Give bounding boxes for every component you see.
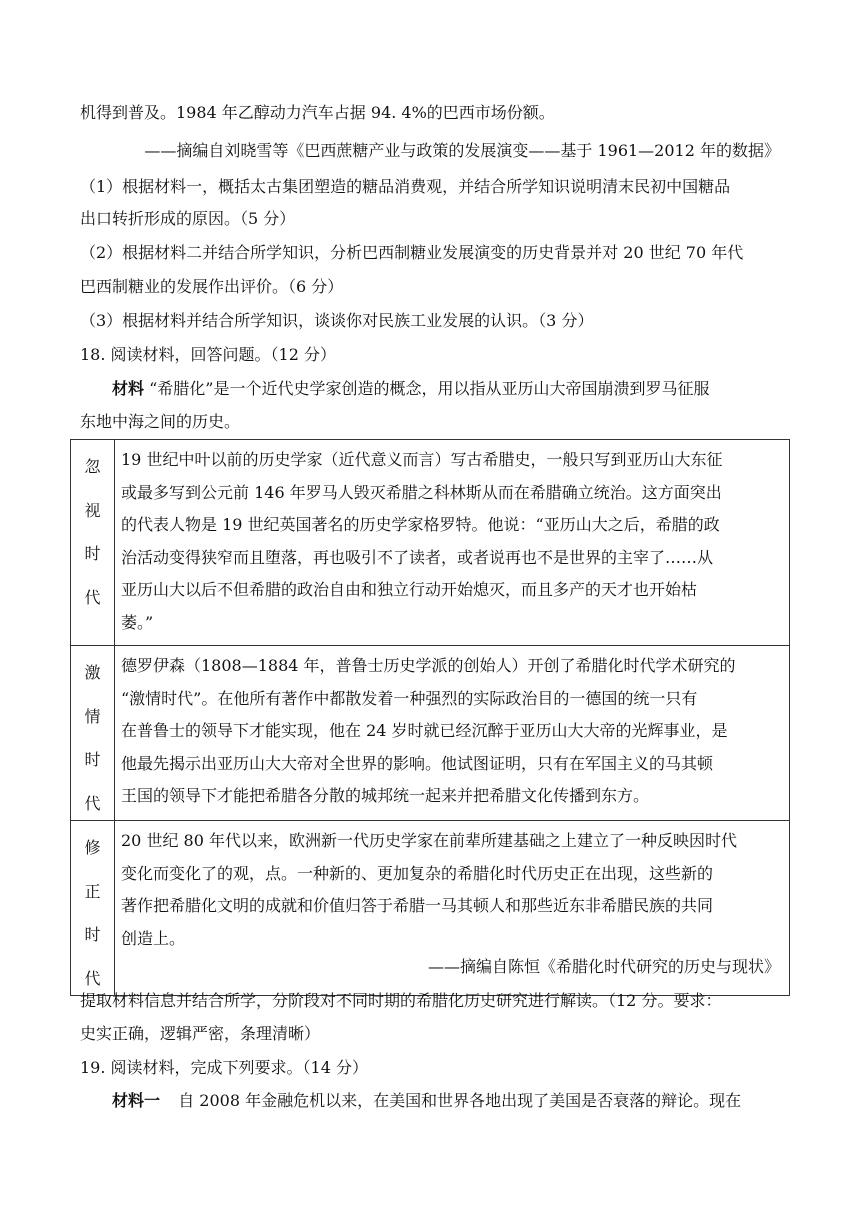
question-2-cont: 巴西制糖业的发展作出评价。（6 分） (80, 277, 344, 296)
row-label: 激 情 时 代 (71, 646, 115, 821)
row-text: 德罗伊森（1808—1884 年，普鲁士历史学派的创始人）开创了希腊化时代学术研究的 “激情时代”。在他所有著作中都散发着一种强烈的实际政治目的一德国的统一只有 在普鲁士的领导下才能实现，他在 24 岁时就已经沉醉于亚历山大大帝的光辉事业，是 他最先揭示出亚历山大大帝对全世界的影响。他试图证明，只有在军国主义的马其顿 王国的领导下才能把希腊各分散的城邦统一起来并把希腊文化传播到东方。 (115, 646, 790, 821)
material-text: 自 2008 年金融危机以来，在美国和世界各地出现了美国是否衰落的辩论。现在 (178, 1091, 742, 1110)
row-text: 19 世纪中叶以前的历史学家（近代意义而言）写古希腊史，一般只写到亚历山大东征 或最多写到公元前 146 年罗马人毁灭希腊之科林斯从而在希腊确立统治。这方面突出 的代表人物是 19 世纪英国著名的历史学家格罗特。他说：“亚历山大之后，希腊的政 治活动变得狭窄而且堕落，再也吸引不了读者，或者说再也不是世界的主宰了……从 亚历山大以后不但希腊的政治自由和独立行动开始熄灭，而且多产的天才也开始枯 萎。” (115, 440, 790, 646)
row-text: 20 世纪 80 年代以来，欧洲新一代历史学家在前辈所建基础之上建立了一种反映因时代 变化而变化了的观，点。一种新的、更加复杂的希腊化时代历史正在出现，这些新的 著作把希腊化文明的成就和价值归答于希腊一马其顿人和那些近东非希腊民族的共同 创造上。 (115, 821, 790, 996)
question-3: （3）根据材料并结合所学知识，谈谈你对民族工业发展的认识。（3 分） (80, 311, 594, 330)
material-text: “希腊化”是一个近代史学家创造的概念，用以指从亚历山大帝国崩溃到罗马征服 (149, 379, 710, 398)
question-1-cont: 出口转折形成的原因。（5 分） (80, 209, 296, 228)
task-text-cont: 史实正确，逻辑严密，条理清晰） (80, 1024, 321, 1043)
source-citation: ——摘编自陈恒《希腊化时代研究的历史与现状》 (427, 957, 780, 976)
task-text: 提取材料信息并结合所学，分阶段对不同时期的希腊化历史研究进行解读。（12 分。要求： (80, 991, 722, 1010)
question-1: （1）根据材料一，概括太古集团塑造的糖品消费观，并结合所学知识说明清末民初中国糖品 (80, 177, 731, 196)
material-intro (112, 379, 709, 399)
row-label: 修 正 时 代 (71, 821, 115, 996)
question-19-title: 19. 阅读材料，完成下列要求。（14 分） (80, 1058, 368, 1077)
material-table (70, 439, 790, 996)
table-row (71, 646, 790, 821)
source-citation: ——摘编自刘晓雪等《巴西蔗糖产业与政策的发展演变——基于 1961—2012 年的数据》 (144, 141, 780, 160)
row-label: 忽 视 时 代 (71, 440, 115, 646)
material-text-cont: 东地中海之间的历史。 (80, 412, 241, 431)
material-label: 材料 (112, 379, 145, 398)
table-row (71, 440, 790, 646)
question-18-title: 18. 阅读材料，回答问题。（12 分） (80, 345, 336, 364)
text-line: 机得到普及。1984 年乙醇动力汽车占据 94. 4%的巴西市场份额。 (80, 103, 555, 122)
material-intro (112, 1091, 741, 1111)
material-label: 材料一 (112, 1091, 161, 1110)
question-2: （2）根据材料二并结合所学知识，分析巴西制糖业发展演变的历史背景并对 20 世纪 70 年代 (80, 243, 744, 262)
